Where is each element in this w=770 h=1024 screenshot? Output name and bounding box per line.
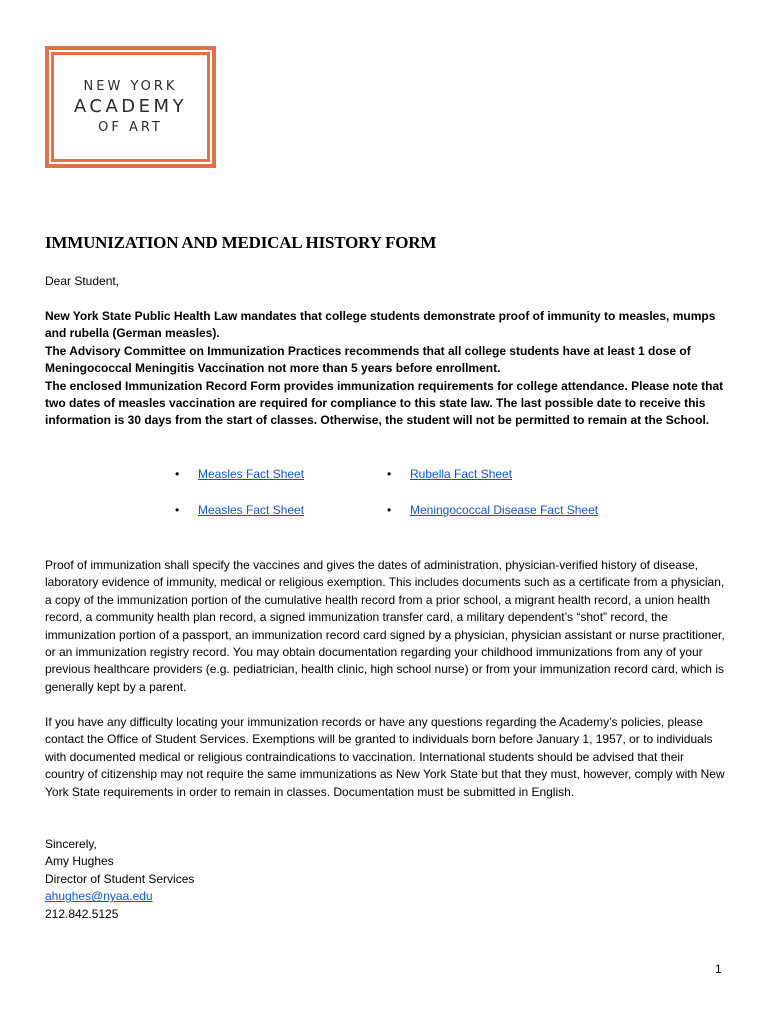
form-title: IMMUNIZATION AND MEDICAL HISTORY FORM: [45, 233, 437, 252]
meningococcal-fact-sheet-link[interactable]: Meningococcal Disease Fact Sheet: [410, 503, 599, 517]
logo-line-2: ACADEMY: [73, 96, 188, 117]
closing: Sincerely,: [45, 837, 97, 851]
signer-name: Amy Hughes: [45, 854, 114, 869]
signer-role: Director of Student Services: [45, 871, 195, 886]
rubella-fact-sheet-link[interactable]: Rubella Fact Sheet: [410, 467, 513, 481]
phone-number: 212.842.5125: [45, 906, 119, 921]
bullet-icon: •: [175, 467, 180, 481]
measles-fact-sheet-link[interactable]: Measles Fact Sheet: [198, 467, 305, 481]
greeting: Dear Student,: [45, 274, 120, 288]
logo-line-1: NEW YORK: [83, 79, 178, 94]
fact-sheet-links: [175, 466, 635, 526]
logo-text-panel: [54, 55, 207, 159]
bullet-icon: •: [387, 503, 392, 517]
record-form-notice: The enclosed Immunization Record Form provides immunization requirements for college attendance. Please note that two dates of measles vaccination are required for compliance to this state law. The last possible date to receive this information is 30 days from the start of classes. Otherwise, the student will not be permitted to remain at the School.: [45, 378, 724, 428]
signature-block: [45, 836, 194, 923]
contact-exemptions-paragraph: If you have any difficulty locating your immunization records or have any questions regarding the Academy’s policies, please contact the Office of Student Services. Exemptions will be granted to individuals born before January 1, 1957, or to individuals with documented medical or religious contraindications to vaccination. International students should be advised that their country of citizenship may not require the same immunizations as New York State but that they must, however, comply with New York State requirements in order to remain in classes. Documentation must be submitted in English.: [45, 715, 725, 799]
meningitis-recommendation: The Advisory Committee on Immunization Practices recommends that all college students have at least 1 dose of Meningococcal Meningitis Vaccination not more than 5 years before enrollment.: [45, 343, 691, 376]
bullet-icon: •: [175, 503, 180, 517]
email-link[interactable]: ahughes@nyaa.edu: [45, 889, 153, 904]
proof-of-immunization-paragraph: Proof of immunization shall specify the vaccines and gives the dates of administration, physician-verified history of disease, laboratory evidence of immunity, medical or religious exemption. This includes documents such as a certificate from a physician, a copy of the immunization portion of the cumulative health record from a prior school, a migrant health record, a union health record, a community health plan record, a signed immunization transfer card, a military dependent’s “shot” record, the immunization portion of a passport, an immunization record card signed by a physician, physician assistant or nurse practitioner, or an immunization registry record. You may obtain documentation regarding your childhood immunizations from any of your previous healthcare providers (e.g. pediatrician, health clinic, high school nurse) or from your immunization record card, which is generally kept by a parent.: [45, 558, 725, 694]
logo-line-3: OF ART: [98, 120, 163, 135]
page-number: 1: [715, 962, 722, 976]
bullet-icon: •: [387, 467, 392, 481]
academy-logo: [45, 46, 216, 168]
mmr-requirement: New York State Public Health Law mandates that college students demonstrate proof of immunity to measles, mumps and rubella (German measles).: [45, 309, 716, 341]
requirements-notice: [45, 308, 725, 430]
measles-fact-sheet-link-2[interactable]: Measles Fact Sheet: [198, 503, 305, 517]
logo-border: [49, 50, 212, 164]
